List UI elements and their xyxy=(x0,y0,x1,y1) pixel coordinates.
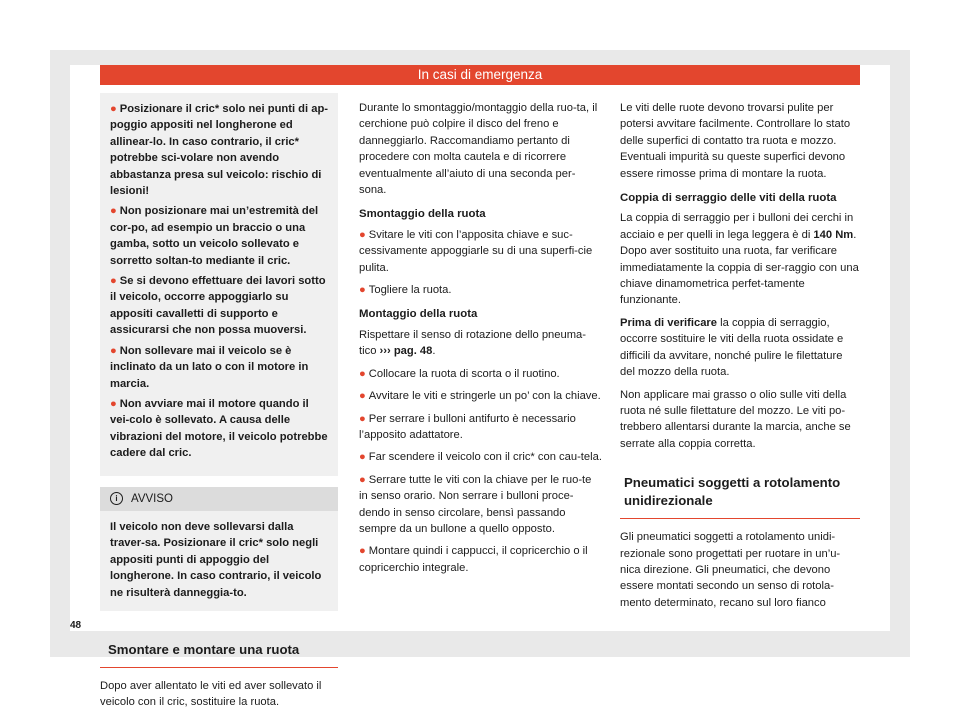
subheading: Montaggio della ruota xyxy=(359,308,478,321)
warning-item: ● Se si devono effettuare dei lavori sotto il veicolo, occorre appoggiarlo su appositi cavalletti di supporto e assicurarsi che non possa muoversi. xyxy=(110,275,326,337)
paragraph: Prima di verificare la coppia di serraggio, occorre sostituire le viti della ruota ossidate e difficili da avvitare, nonché pulire le filettature del mozzo della ruota. xyxy=(620,316,844,379)
warning-block xyxy=(100,93,338,476)
warning-item: ● Non posizionare mai un’estremità del cor-po, ad esempio un braccio o una gamba, sotto un veicolo sollevato e sorretto soltan-to mediante il cric. xyxy=(110,205,319,267)
list-item: ● Togliere la ruota. xyxy=(359,284,452,297)
warning-item: ● Non sollevare mai il veicolo se è inclinato da un lato o con il motore in marcia. xyxy=(110,344,309,390)
list-item: ● Montare quindi i cappucci, il copricerchio o il copricerchio integrale. xyxy=(359,545,588,574)
bullet-icon: ● xyxy=(359,284,366,297)
paragraph: Non applicare mai grasso o olio sulle viti della ruota né sulle filettature del mozzo. Le viti po-trebbero allentarsi durante la marcia, anche se serrate alla coppia corretta. xyxy=(620,388,851,450)
subheading: Coppia di serraggio delle viti della ruota xyxy=(620,192,837,205)
section-title: Smontare e montare una ruota xyxy=(100,627,338,668)
notice-box xyxy=(100,487,338,611)
bullet-icon: ● xyxy=(110,275,117,288)
bullet-icon: ● xyxy=(110,205,117,218)
bullet-icon: ● xyxy=(359,412,366,425)
paragraph: Durante lo smontaggio/montaggio della ruo-ta, il cerchione può colpire il disco del freno e danneggiarlo. Raccomandiamo pertanto di procedere con molta cautela e di ricorrere eventualmente all’aiuto di una seconda per-sona. xyxy=(359,102,598,197)
paragraph: Gli pneumatici soggetti a rotolamento unidi-rezionale sono progettati per ruotare in un’u-nica direzione. Gli pneumatici, che devono essere montati secondo un senso di rotola-mento determinato, recano sul loro fianco xyxy=(620,531,841,609)
bullet-icon: ● xyxy=(359,451,366,464)
bullet-icon: ● xyxy=(110,344,117,357)
intro-paragraph: Dopo aver allentato le viti ed aver sollevato il veicolo con il cric, sostituire la ruota. xyxy=(100,679,322,709)
notice-header xyxy=(100,487,338,511)
notice-text: Il veicolo non deve sollevarsi dalla traver-sa. Posizionare il cric* solo negli appositi punti di appoggio del longherone. In caso contrario, il veicolo ne risulterà danneggia-to. xyxy=(110,520,322,599)
list-item: ● Per serrare i bulloni antifurto è necessario l’apposito adattatore. xyxy=(359,412,576,441)
warning-item: ● Posizionare il cric* solo nei punti di ap-poggio appositi nel longherone ed allinear-lo. In caso contrario, il cric* potrebbe sci-volare non avendo abbastanza presa sul veicolo: rischio di lesioni! xyxy=(110,103,329,198)
bullet-icon: ● xyxy=(359,390,366,403)
list-item: ● Avvitare le viti e stringerle un po’ con la chiave. xyxy=(359,390,601,403)
notice-title: AVVISO xyxy=(131,492,173,505)
list-item: ● Serrare tutte le viti con la chiave per le ruo-te in senso orario. Non serrare i bulloni proce-dendo in senso circolare, bensì passando sempre da un bullone a quello opposto. xyxy=(359,473,592,535)
section-header: In casi di emergenza xyxy=(100,65,860,85)
paragraph: Rispettare il senso di rotazione dello pneuma-tico ››› pag. 48. xyxy=(359,328,586,358)
column-middle xyxy=(359,100,602,582)
column-left xyxy=(100,93,338,717)
bullet-icon: ● xyxy=(110,397,117,410)
list-item: ● Svitare le viti con l’apposita chiave e suc-cessivamente appoggiarle su di una superfi-cie pulita. xyxy=(359,228,593,274)
subheading: Smontaggio della ruota xyxy=(359,208,486,221)
bullet-icon: ● xyxy=(359,545,366,558)
paragraph: La coppia di serraggio per i bulloni dei cerchi in acciaio e per quelli in lega leggera è di 140 Nm. Dopo aver sostituito una ruota, far verificare immediatamente la coppia di ser-raggio con una chiave dinamometrica perfet-tamente funzionante. xyxy=(620,212,859,307)
section-title: Pneumatici soggetti a rotolamento unidirezionale xyxy=(620,460,860,519)
bullet-icon: ● xyxy=(359,367,366,380)
page-reference-link[interactable]: ››› pag. 48 xyxy=(379,345,433,358)
page-number: 48 xyxy=(70,620,82,631)
bullet-icon: ● xyxy=(359,473,366,486)
list-item: ● Far scendere il veicolo con il cric* con cau-tela. xyxy=(359,451,602,464)
warning-item: ● Non avviare mai il motore quando il vei-colo è sollevato. A causa delle vibrazioni del motore, il veicolo potrebbe cadere dal cric. xyxy=(110,397,328,460)
list-item: ● Collocare la ruota di scorta o il ruotino. xyxy=(359,367,560,380)
bullet-icon: ● xyxy=(359,228,366,241)
paragraph: Le viti delle ruote devono trovarsi pulite per potersi avvitare facilmente. Controllare lo stato delle superfici di contatto tra ruota e mozzo. Eventuali impurità su queste superfici devono essere rimosse prima di montare la ruota. xyxy=(620,102,851,180)
bullet-icon: ● xyxy=(110,103,117,115)
column-right xyxy=(620,100,860,617)
info-icon: i xyxy=(110,492,123,505)
